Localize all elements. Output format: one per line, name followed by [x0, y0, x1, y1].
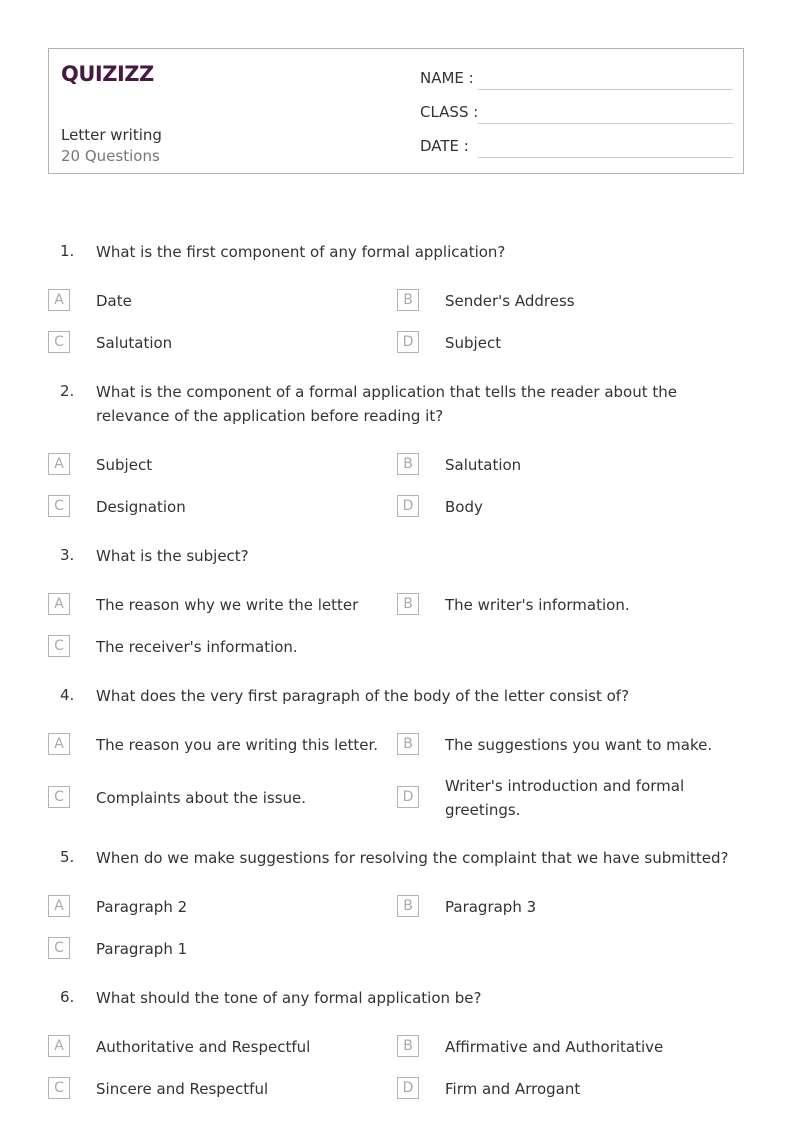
option-letter-box: D — [397, 331, 419, 353]
option-text: Salutation — [445, 456, 522, 474]
question-number: 6. — [60, 988, 75, 1006]
option-letter-box: D — [397, 495, 419, 517]
option-letter-box: C — [48, 1077, 70, 1099]
name-line — [478, 89, 733, 90]
option-text: Salutation — [96, 334, 173, 352]
option-text: The suggestions you want to make. — [445, 736, 713, 754]
date-line — [478, 157, 733, 158]
option-text: Paragraph 3 — [445, 898, 537, 916]
option-text: Subject — [445, 334, 502, 352]
option-letter-box: B — [397, 895, 419, 917]
option-letter-box: A — [48, 289, 70, 311]
option-text: Firm and Arrogant — [445, 1080, 581, 1098]
option-text: The reason why we write the letter — [96, 596, 359, 614]
option-letter-box: C — [48, 635, 70, 657]
brand-text: QUIZIZZ — [61, 62, 154, 86]
worksheet-title: Letter writing — [61, 126, 162, 144]
option-text: Authoritative and Respectful — [96, 1038, 311, 1056]
question-number: 2. — [60, 382, 75, 400]
question-number: 3. — [60, 546, 75, 564]
option-letter-box: C — [48, 937, 70, 959]
name-label: NAME : — [420, 69, 474, 87]
option-text: Paragraph 1 — [96, 940, 188, 958]
class-line — [478, 123, 733, 124]
date-label: DATE : — [420, 137, 469, 155]
option-text: The reason you are writing this letter. — [96, 736, 379, 754]
option-text: Designation — [96, 498, 186, 516]
option-letter-box: D — [397, 1077, 419, 1099]
option-letter-box: A — [48, 1035, 70, 1057]
option-letter-box: C — [48, 786, 70, 808]
worksheet-header — [48, 48, 744, 174]
question-number: 5. — [60, 848, 75, 866]
option-letter-box: A — [48, 453, 70, 475]
option-text: The receiver's information. — [96, 638, 298, 656]
option-text: Body — [445, 498, 483, 516]
question-text: What is the component of a formal application that tells the reader about the relevance of the application before reading it? — [96, 383, 677, 425]
question-text: When do we make suggestions for resolving the complaint that we have submitted? — [96, 849, 729, 867]
option-text: Subject — [96, 456, 153, 474]
option-letter-box: B — [397, 1035, 419, 1057]
question-number: 1. — [60, 242, 75, 260]
question-text: What should the tone of any formal application be? — [96, 989, 482, 1007]
option-letter-box: D — [397, 786, 419, 808]
quizizz-logo — [61, 59, 161, 87]
option-letter-box: C — [48, 331, 70, 353]
question-text: What is the subject? — [96, 547, 249, 565]
option-text: Complaints about the issue. — [96, 789, 307, 807]
option-letter-box: B — [397, 289, 419, 311]
option-text: Sender's Address — [445, 292, 575, 310]
option-letter-box: A — [48, 733, 70, 755]
option-letter-box: A — [48, 895, 70, 917]
option-text: The writer's information. — [445, 596, 630, 614]
question-count: 20 Questions — [61, 147, 160, 165]
option-text: Date — [96, 292, 132, 310]
option-letter-box: B — [397, 593, 419, 615]
option-text: Affirmative and Authoritative — [445, 1038, 664, 1056]
question-text: What is the first component of any formal application? — [96, 243, 506, 261]
option-text: Writer's introduction and formal greetings. — [445, 777, 685, 819]
class-label: CLASS : — [420, 103, 479, 121]
option-letter-box: B — [397, 733, 419, 755]
option-letter-box: C — [48, 495, 70, 517]
option-letter-box: B — [397, 453, 419, 475]
option-text: Paragraph 2 — [96, 898, 188, 916]
question-number: 4. — [60, 686, 75, 704]
option-letter-box: A — [48, 593, 70, 615]
question-text: What does the very first paragraph of the body of the letter consist of? — [96, 687, 630, 705]
option-text: Sincere and Respectful — [96, 1080, 269, 1098]
